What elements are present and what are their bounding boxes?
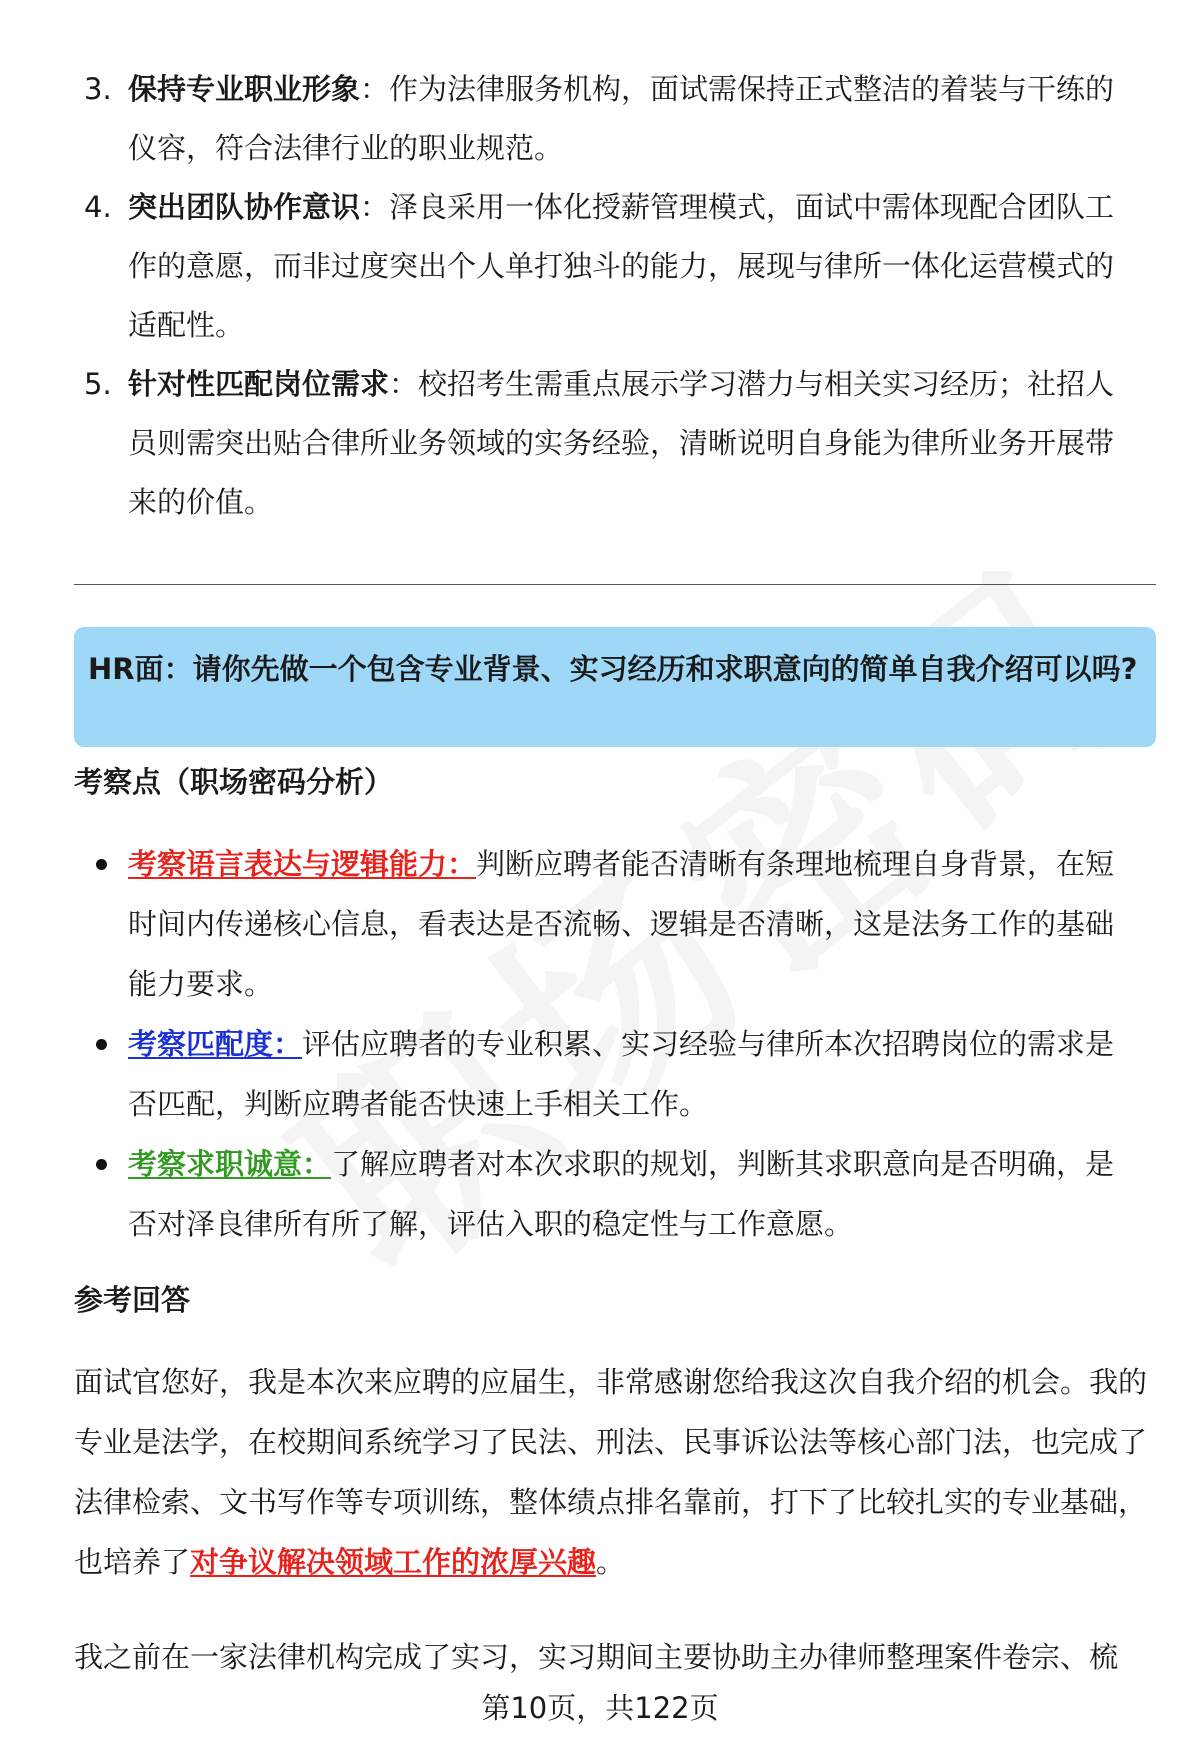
list-separator: ： [389, 367, 419, 401]
exam-points-heading: 考察点（职场密码分析） [74, 765, 394, 799]
list-term: 针对性匹配岗位需求 [128, 367, 390, 401]
list-marker: 4. [84, 190, 112, 224]
list-item [0, 1014, 1200, 1134]
list-text: 校招考生需重点展示学习潜力与相关实习经历；社招人员则需突出贴合律所业务领域的实务经验，清晰说明自身能为律所业务开展带来的价值。 [128, 367, 1115, 519]
list-separator: ： [360, 190, 390, 224]
exam-point-key: 考察匹配度： [128, 1027, 303, 1061]
numbered-list [0, 60, 1200, 532]
exam-point-key: 考察求职诚意： [128, 1147, 332, 1181]
answer-text-end: 。 [596, 1545, 626, 1579]
exam-point-key: 考察语言表达与逻辑能力： [128, 847, 477, 881]
bullet-dot-icon [96, 1039, 107, 1050]
list-item [0, 355, 1200, 532]
list-term: 突出团队协作意识 [128, 190, 361, 224]
list-marker: 5. [84, 367, 112, 401]
list-item [0, 60, 1200, 178]
list-text: 作为法律服务机构，面试需保持正式整洁的着装与干练的仪容，符合法律行业的职业规范。 [128, 72, 1115, 165]
bullet-dot-icon [96, 859, 107, 870]
divider [74, 584, 1156, 585]
question-box: HR面：请你先做一个包含专业背景、实习经历和求职意向的简单自我介绍可以吗? [74, 627, 1156, 747]
answer-text: 面试官您好，我是本次来应聘的应届生，非常感谢您给我这次自我介绍的机会。我的专业是法学，在校期间系统学习了民法、刑法、民事诉讼法等核心部门法，也完成了法律检索、文书写作等专项训练，整体绩点排名靠前，打下了比较扎实的专业基础，也培养了 [74, 1365, 1148, 1579]
answer-paragraph [74, 1352, 1156, 1592]
list-item [0, 178, 1200, 355]
exam-point-text: 评估应聘者的专业积累、实习经验与律所本次招聘岗位的需求是否匹配，判断应聘者能否快速上手相关工作。 [128, 1027, 1115, 1121]
page-footer: 第10页，共122页 [481, 1691, 719, 1725]
list-text: 泽良采用一体化授薪管理模式，面试中需体现配合团队工作的意愿，而非过度突出个人单打独斗的能力，展现与律所一体化运营模式的适配性。 [128, 190, 1115, 342]
list-term: 保持专业职业形象 [128, 72, 361, 106]
list-marker: 3. [84, 72, 112, 106]
answer-highlight: 对争议解决领域工作的浓厚兴趣 [190, 1545, 597, 1579]
bullet-dot-icon [96, 1159, 107, 1170]
exam-point-text: 了解应聘者对本次求职的规划，判断其求职意向是否明确，是否对泽良律所有所了解，评估入职的稳定性与工作意愿。 [128, 1147, 1115, 1241]
answer-heading: 参考回答 [74, 1283, 191, 1317]
list-item [0, 1134, 1200, 1254]
list-item [0, 834, 1200, 1014]
list-separator: ： [360, 72, 390, 106]
exam-points-list [0, 834, 1200, 1254]
exam-point-text: 判断应聘者能否清晰有条理地梳理自身背景，在短时间内传递核心信息，看表达是否流畅、逻辑是否清晰，这是法务工作的基础能力要求。 [128, 847, 1115, 1001]
answer-paragraph: 我之前在一家法律机构完成了实习，实习期间主要协助主办律师整理案件卷宗、梳 [74, 1640, 1119, 1674]
